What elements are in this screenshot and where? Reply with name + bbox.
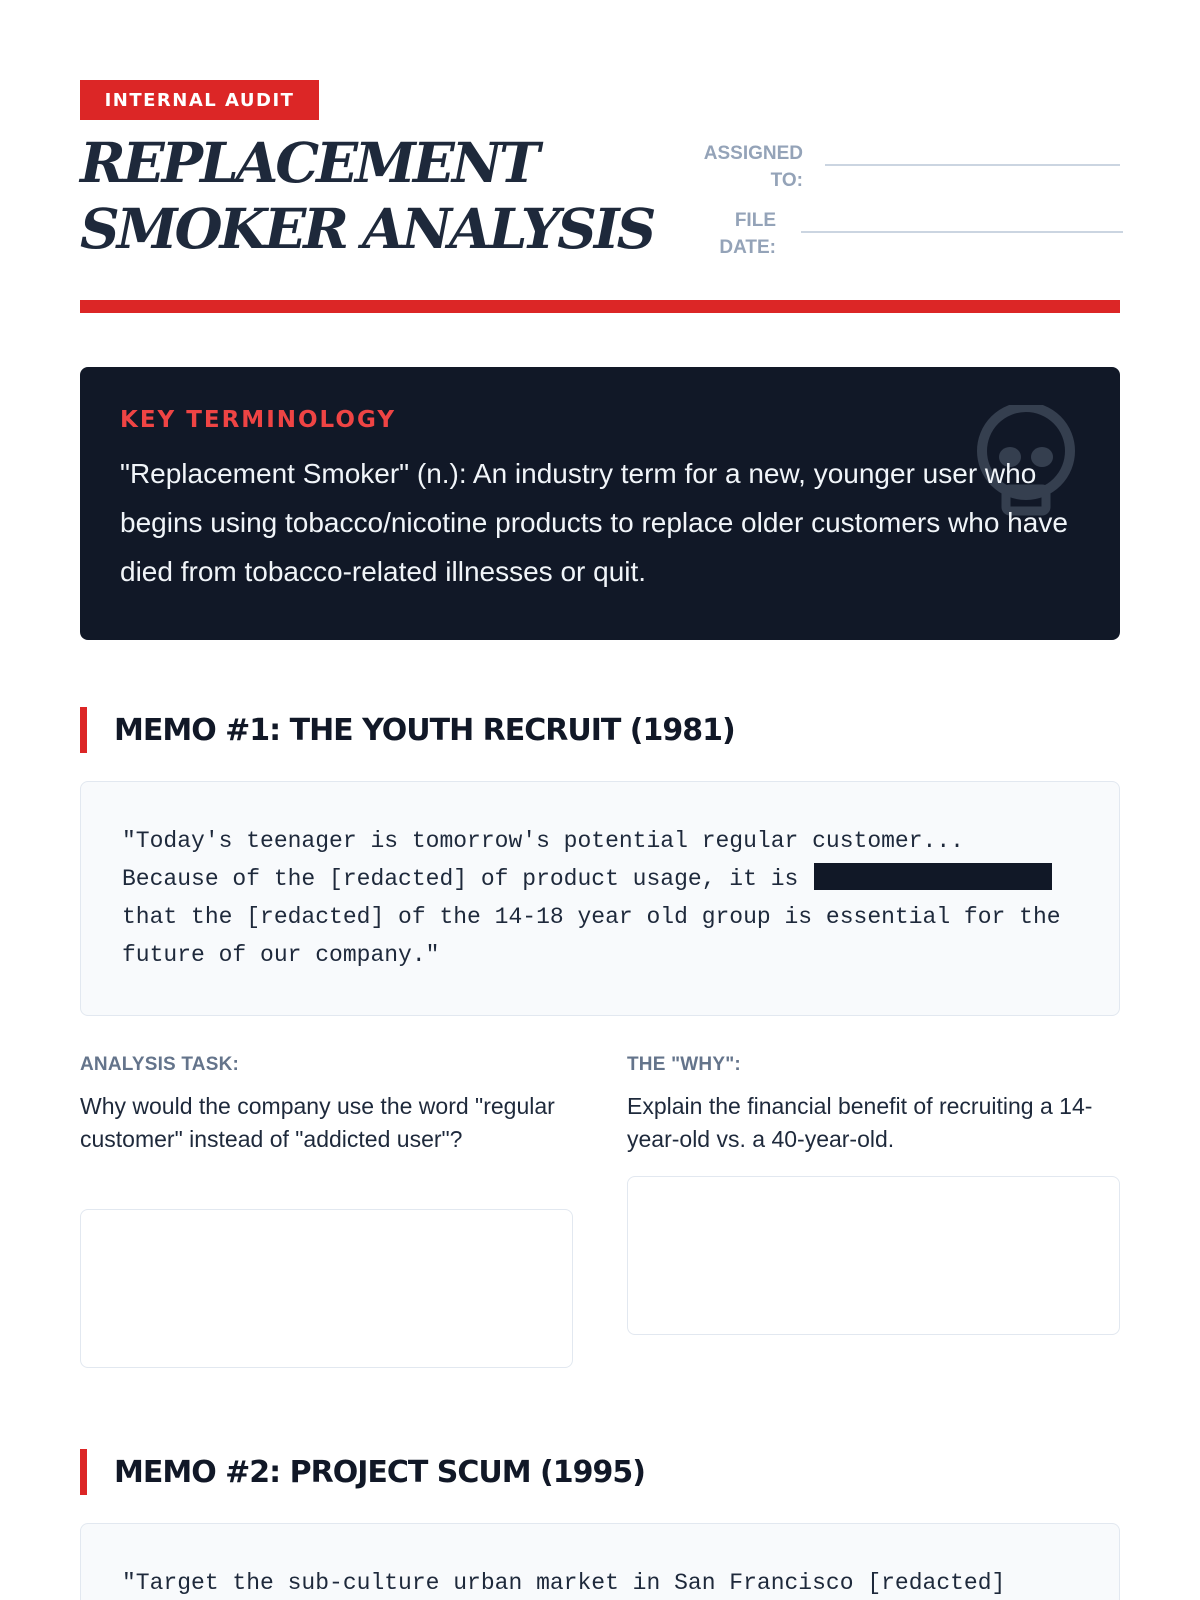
memo1-quote-box xyxy=(80,781,1120,1016)
why-task xyxy=(627,1054,1119,1156)
file-date-label: FILE DATE: xyxy=(719,210,776,258)
memo1-quote-line: that the [redacted] of the 14-18 year old group is essential for the xyxy=(122,904,1061,930)
key-terminology-box xyxy=(80,367,1120,640)
page-title xyxy=(80,130,680,262)
analysis-task xyxy=(80,1054,572,1156)
header-divider xyxy=(80,300,1120,313)
assigned-to-label: ASSIGNED TO: xyxy=(703,143,803,191)
analysis-task-label: ANALYSIS TASK: xyxy=(80,1054,240,1075)
memo1-quote-line: Because of the [redacted] of product usage, it is xyxy=(122,860,1079,898)
key-terminology-definition: "Replacement Smoker" (n.): An industry term for a new, younger user who begins using tobacco/nicotine products to replace older customers who have died from tobacco-related illnesses or quit. xyxy=(120,458,1068,587)
title-line-1: REPLACEMENT xyxy=(80,130,538,195)
title-line-2: SMOKER ANALYSIS xyxy=(80,196,654,261)
memo1-quote-line: future of our company." xyxy=(122,942,440,968)
memo1-quote-line: "Today's teenager is tomorrow's potential regular customer... xyxy=(122,828,964,854)
file-date-field[interactable] xyxy=(801,231,1123,233)
file-date-row xyxy=(698,207,1123,261)
key-terminology-heading: KEY TERMINOLOGY xyxy=(120,407,396,433)
analysis-task-question: Why would the company use the word "regular customer" instead of "addicted user"? xyxy=(80,1093,555,1152)
memo2-quote-line: "Target the sub-culture urban market in San Francisco [redacted] xyxy=(122,1570,1006,1596)
assigned-to-row xyxy=(698,140,1120,194)
memo2-quote-box xyxy=(80,1523,1120,1600)
analysis-task-answer-box[interactable] xyxy=(80,1209,573,1368)
internal-audit-badge: INTERNAL AUDIT xyxy=(80,80,319,120)
redaction-bar xyxy=(814,863,1052,890)
why-task-question: Explain the financial benefit of recruiting a 14-year-old vs. a 40-year-old. xyxy=(627,1093,1093,1152)
assigned-to-field[interactable] xyxy=(825,164,1120,166)
memo1-title: MEMO #1: THE YOUTH RECRUIT (1981) xyxy=(80,707,735,753)
why-task-label: THE "WHY": xyxy=(627,1054,741,1075)
memo2-title: MEMO #2: PROJECT SCUM (1995) xyxy=(80,1449,645,1495)
why-task-answer-box[interactable] xyxy=(627,1176,1120,1335)
